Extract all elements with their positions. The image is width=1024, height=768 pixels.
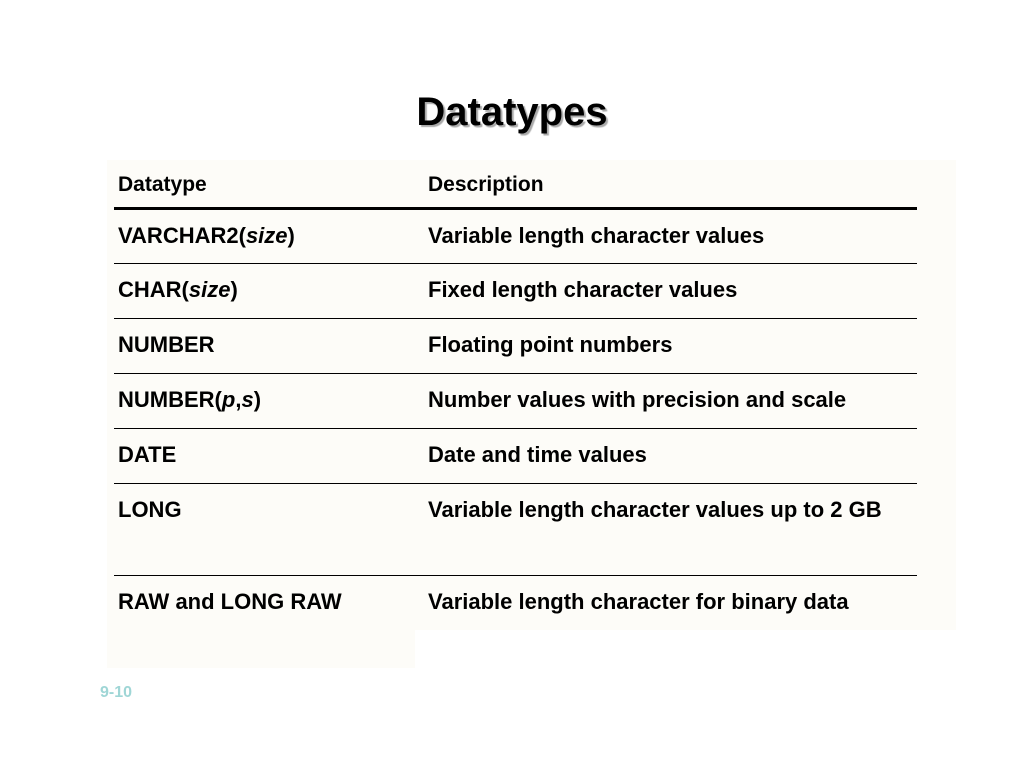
datatype-cell: CHAR(size)	[114, 263, 424, 318]
column-header-datatype: Datatype	[114, 160, 424, 208]
description-cell: Variable length character values	[424, 208, 917, 263]
description-cell: Date and time values	[424, 428, 917, 483]
description-cell: Variable length character values up to 2 GB	[424, 483, 917, 575]
slide-title: Datatypes	[416, 90, 608, 134]
table-row	[114, 483, 917, 575]
datatype-cell: LONG	[114, 483, 424, 575]
datatype-cell: DATE	[114, 428, 424, 483]
column-header-description: Description	[424, 160, 917, 208]
description-cell: Number values with precision and scale	[424, 373, 917, 428]
page-number: 9-10	[100, 684, 133, 701]
datatype-cell: NUMBER	[114, 318, 424, 373]
datatype-cell: RAW and LONG RAW	[118, 588, 342, 614]
table-row	[114, 373, 917, 428]
table-row	[114, 263, 917, 318]
table-header-row	[114, 160, 917, 208]
table-row	[114, 208, 917, 263]
datatypes-table	[114, 160, 917, 630]
description-cell: Fixed length character values	[424, 263, 917, 318]
datatype-cell: VARCHAR2(size)	[114, 208, 424, 263]
table-row	[114, 575, 917, 630]
datatype-cell: NUMBER(p,s)	[114, 373, 424, 428]
table-row	[114, 318, 917, 373]
description-cell: Floating point numbers	[424, 318, 917, 373]
table-row	[114, 428, 917, 483]
description-cell: Variable length character for binary data	[428, 588, 849, 614]
